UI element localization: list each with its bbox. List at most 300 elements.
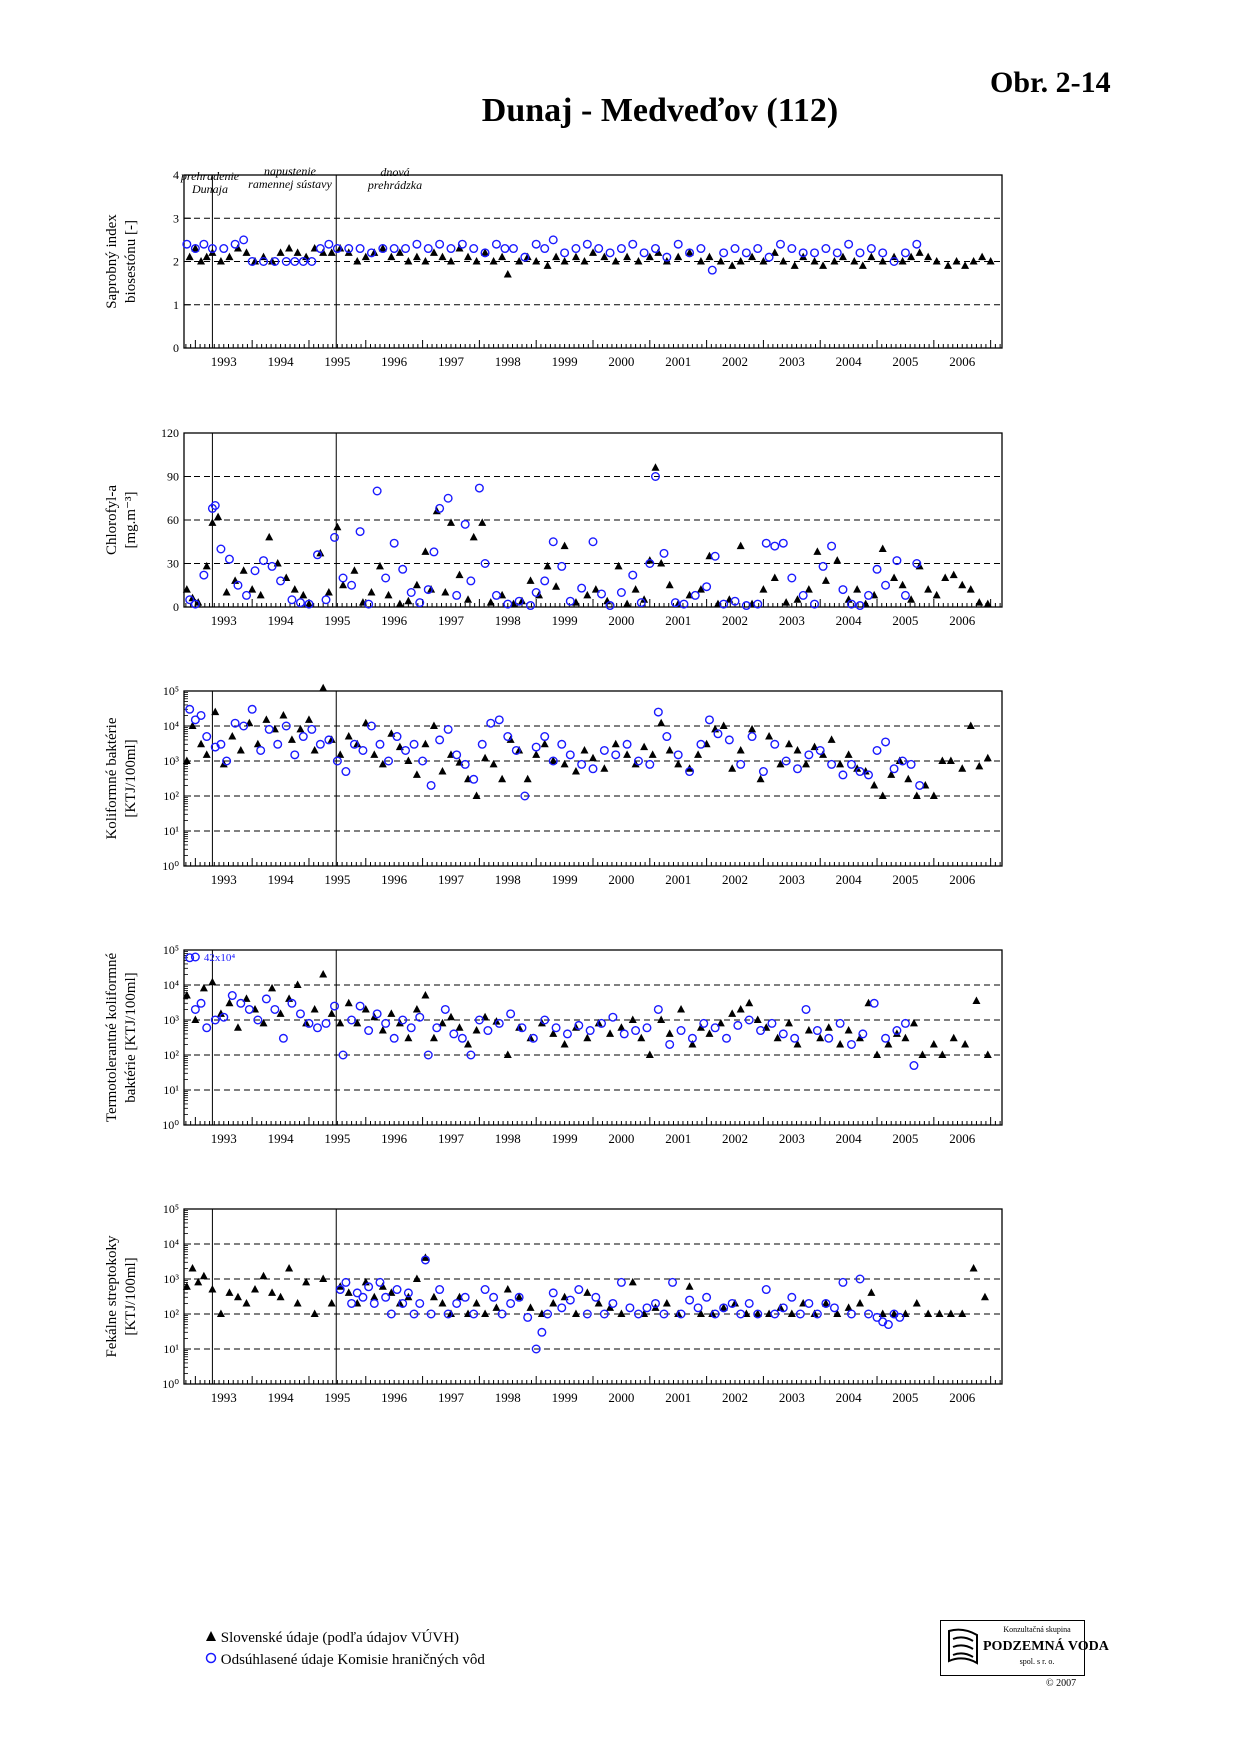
y-tick-label: 10⁵ [162, 684, 179, 698]
data-point-commission [450, 1030, 458, 1038]
data-point-commission [322, 596, 330, 604]
data-point-slovak [825, 1023, 833, 1030]
data-point-commission [606, 249, 614, 257]
data-point-slovak [481, 1310, 489, 1318]
data-point-slovak [464, 253, 472, 260]
data-point-slovak [782, 598, 790, 606]
x-tick-label: 2005 [892, 1390, 919, 1405]
data-point-commission [703, 1294, 711, 1302]
data-point-slovak [947, 757, 955, 765]
data-point-slovak [961, 1040, 969, 1048]
data-point-slovak [421, 257, 429, 265]
data-point-commission [748, 733, 756, 741]
x-tick-label: 1998 [494, 1131, 521, 1146]
data-point-slovak [580, 746, 588, 754]
data-point-commission [402, 747, 410, 755]
data-point-commission [470, 776, 478, 784]
y-axis-label: baktérie [KTJ/100ml] [123, 972, 139, 1103]
data-point-slovak [762, 1023, 770, 1030]
data-point-commission [629, 240, 637, 248]
y-axis-label: biosestónu [-] [123, 220, 139, 303]
y-tick-label: 3 [173, 211, 179, 226]
data-point-commission [663, 733, 671, 741]
data-point-commission [373, 487, 381, 495]
triangle-marker-icon [205, 1630, 217, 1642]
data-point-slovak [504, 1285, 512, 1293]
data-point-commission [510, 245, 518, 253]
data-point-slovak [856, 1299, 864, 1307]
data-point-commission [754, 245, 762, 253]
data-point-slovak [705, 253, 713, 260]
data-point-slovak [234, 1293, 242, 1301]
data-point-slovak [677, 1005, 685, 1013]
data-point-slovak [561, 257, 569, 265]
data-point-commission [342, 768, 350, 776]
data-point-slovak [933, 591, 941, 599]
data-point-commission [243, 592, 251, 600]
data-point-slovak [938, 757, 946, 765]
data-point-slovak [387, 1009, 395, 1017]
data-point-slovak [473, 1299, 481, 1307]
data-point-commission [762, 1286, 770, 1294]
data-point-commission [470, 245, 478, 253]
data-point-slovak [328, 1299, 336, 1307]
data-point-commission [882, 738, 890, 746]
data-point-commission [868, 245, 876, 253]
figure-label: Obr. 2-14 [990, 66, 1111, 99]
data-point-slovak [589, 754, 597, 762]
data-point-slovak [859, 261, 867, 269]
data-point-commission [879, 249, 887, 257]
x-tick-label: 2000 [608, 872, 635, 887]
data-point-commission [237, 1000, 245, 1008]
data-point-commission [297, 599, 305, 607]
data-point-slovak [830, 257, 838, 265]
y-axis-label: [KTJ/100ml] [123, 1257, 139, 1336]
data-point-slovak [666, 1029, 674, 1037]
x-tick-label: 2005 [892, 1131, 919, 1146]
data-point-slovak [634, 257, 642, 265]
data-point-slovak [649, 750, 657, 758]
data-point-slovak [748, 253, 756, 260]
data-point-commission [666, 1041, 674, 1049]
x-tick-label: 2002 [722, 872, 749, 887]
data-point-commission [839, 771, 847, 779]
y-tick-label: 10⁴ [162, 719, 179, 733]
data-point-slovak [953, 257, 961, 265]
data-point-slovak [504, 270, 512, 278]
data-point-slovak [225, 253, 233, 260]
x-tick-label: 2002 [722, 354, 749, 369]
data-point-slovak [933, 257, 941, 265]
y-axis-label: Termotolerantné koliformné [104, 952, 120, 1123]
data-point-slovak [473, 257, 481, 265]
data-point-commission [444, 726, 452, 734]
x-tick-label: 1996 [381, 1390, 408, 1405]
data-point-slovak [265, 533, 273, 541]
y-tick-label: 90 [167, 469, 179, 484]
data-point-slovak [515, 257, 523, 265]
data-point-commission [771, 542, 779, 550]
data-point-slovak [759, 257, 767, 265]
data-point-slovak [637, 1034, 645, 1042]
data-point-commission [444, 494, 452, 502]
data-point-slovak [666, 746, 674, 754]
data-point-slovak [822, 576, 830, 584]
data-point-slovak [279, 711, 287, 719]
data-point-commission [833, 249, 841, 257]
data-point-slovak [879, 545, 887, 553]
event-label-dam: prehradenie Dunaja [180, 169, 240, 196]
data-point-commission [348, 581, 356, 589]
data-point-slovak [413, 581, 421, 589]
data-point-commission [734, 1022, 742, 1030]
data-point-slovak [481, 1013, 489, 1021]
data-point-commission [902, 249, 910, 257]
y-tick-label: 10³ [163, 1272, 179, 1286]
data-point-commission [348, 1300, 356, 1308]
data-point-commission [873, 566, 881, 574]
data-point-slovak [189, 1264, 197, 1272]
data-point-commission [288, 596, 296, 604]
data-point-slovak [277, 1293, 285, 1301]
data-point-commission [484, 1027, 492, 1035]
data-point-commission [819, 563, 827, 571]
data-point-slovak [899, 581, 907, 589]
x-tick-label: 2006 [949, 354, 976, 369]
data-point-slovak [950, 571, 958, 579]
data-point-commission [226, 555, 234, 563]
data-point-slovak [839, 253, 847, 260]
data-point-commission [762, 539, 770, 547]
data-point-slovak [561, 542, 569, 550]
data-point-slovak [345, 999, 353, 1007]
data-point-commission [902, 592, 910, 600]
data-point-commission [407, 589, 415, 597]
data-point-slovak [867, 253, 875, 260]
data-point-slovak [319, 970, 327, 978]
plot-frame [184, 1209, 1002, 1384]
data-point-slovak [674, 253, 682, 260]
y-tick-label: 2 [173, 254, 179, 269]
data-point-commission [459, 1035, 467, 1043]
data-point-commission [913, 240, 921, 248]
data-point-commission [325, 240, 333, 248]
data-point-slovak [941, 574, 949, 582]
data-point-commission [916, 782, 924, 790]
data-point-slovak [813, 547, 821, 555]
data-point-commission [541, 577, 549, 585]
data-point-slovak [987, 257, 995, 265]
data-point-commission [200, 571, 208, 579]
data-point-commission [453, 751, 461, 759]
data-point-slovak [345, 732, 353, 740]
data-point-commission [356, 1002, 364, 1010]
data-point-slovak [248, 585, 256, 593]
data-point-commission [814, 1027, 822, 1035]
plot-frame [184, 950, 1002, 1125]
data-point-slovak [447, 1013, 455, 1021]
data-point-commission [299, 733, 307, 741]
data-point-slovak [811, 257, 819, 265]
x-tick-label: 2005 [892, 613, 919, 628]
data-point-commission [433, 1024, 441, 1032]
data-point-commission [376, 741, 384, 749]
x-tick-label: 2000 [608, 613, 635, 628]
data-point-slovak [907, 253, 915, 260]
data-point-slovak [291, 585, 299, 593]
data-point-slovak [572, 767, 580, 775]
data-point-commission [481, 1286, 489, 1294]
data-point-slovak [694, 750, 702, 758]
data-point-slovak [657, 1016, 665, 1024]
data-point-slovak [924, 1310, 932, 1318]
data-point-slovak [904, 775, 912, 783]
data-point-slovak [251, 1285, 259, 1293]
data-point-commission [317, 245, 325, 253]
data-point-slovak [186, 253, 194, 260]
data-point-slovak [794, 746, 802, 754]
data-point-commission [711, 552, 719, 560]
circle-marker-icon [205, 1652, 217, 1664]
data-point-commission [495, 716, 503, 724]
data-point-slovak [504, 1051, 512, 1059]
data-point-slovak [913, 1299, 921, 1307]
data-point-slovak [879, 257, 887, 265]
data-point-slovak [200, 1272, 208, 1280]
y-tick-label: 10⁴ [162, 978, 179, 992]
data-point-commission [461, 521, 469, 529]
data-point-commission [453, 1300, 461, 1308]
data-point-slovak [552, 582, 560, 590]
data-point-commission [203, 733, 211, 741]
data-point-commission [660, 550, 668, 558]
data-point-slovak [819, 261, 827, 269]
data-point-slovak [845, 1026, 853, 1034]
data-point-slovak [765, 732, 773, 740]
data-point-slovak [294, 1299, 302, 1307]
data-point-commission [424, 245, 432, 253]
data-point-commission [703, 583, 711, 591]
data-point-commission [487, 719, 495, 727]
data-point-slovak [225, 1288, 233, 1296]
data-point-commission [447, 245, 455, 253]
data-point-slovak [924, 253, 932, 260]
data-point-commission [805, 1300, 813, 1308]
data-point-slovak [944, 261, 952, 269]
y-tick-label: 10⁵ [162, 943, 179, 957]
logo-name: PODZEMNÁ VODA [983, 1639, 1109, 1654]
data-point-commission [322, 1020, 330, 1028]
data-point-slovak [805, 585, 813, 593]
data-point-commission [791, 1035, 799, 1043]
logo-top-text: Konzultačná skupina [1003, 1625, 1071, 1634]
off-scale-annotation: 42x10⁴ [203, 952, 236, 964]
x-tick-label: 2006 [949, 1131, 976, 1146]
data-point-slovak [223, 588, 231, 596]
data-point-slovak [549, 1299, 557, 1307]
x-tick-label: 2005 [892, 354, 919, 369]
data-point-commission [436, 736, 444, 744]
data-point-slovak [498, 253, 506, 260]
data-point-slovak [294, 248, 302, 256]
data-point-commission [382, 1294, 390, 1302]
x-tick-label: 2001 [665, 872, 692, 887]
data-point-commission [788, 1294, 796, 1302]
data-point-slovak [936, 1310, 944, 1318]
data-point-commission [390, 245, 398, 253]
data-point-commission [771, 741, 779, 749]
data-point-slovak [918, 1051, 926, 1059]
data-point-slovak [728, 1009, 736, 1017]
data-point-slovak [737, 542, 745, 550]
data-point-slovak [583, 591, 591, 599]
data-point-commission [308, 726, 316, 734]
data-point-slovak [779, 257, 787, 265]
data-point-slovak [924, 585, 932, 593]
data-point-slovak [870, 781, 878, 789]
x-tick-label: 2000 [608, 354, 635, 369]
data-point-slovak [552, 253, 560, 260]
y-tick-label: 10⁴ [162, 1237, 179, 1251]
data-point-commission [461, 1294, 469, 1302]
data-point-commission [476, 484, 484, 492]
data-point-commission [390, 1035, 398, 1043]
data-point-slovak [413, 770, 421, 778]
data-point-commission [558, 1304, 566, 1312]
data-point-slovak [524, 775, 532, 783]
data-point-commission [601, 747, 609, 755]
data-point-slovak [972, 996, 980, 1004]
data-point-commission [442, 1006, 450, 1014]
x-tick-label: 1998 [494, 872, 521, 887]
data-point-commission [317, 741, 325, 749]
data-point-commission [200, 240, 208, 248]
data-point-slovak [404, 757, 412, 765]
data-point-commission [260, 557, 268, 565]
data-point-commission [779, 1030, 787, 1038]
data-point-slovak [657, 559, 665, 567]
data-point-commission [760, 768, 768, 776]
data-point-slovak [745, 999, 753, 1007]
data-point-commission [825, 1035, 833, 1043]
data-point-commission [220, 1013, 228, 1021]
data-point-commission [612, 751, 620, 759]
data-point-commission [902, 1020, 910, 1028]
data-point-commission [828, 761, 836, 769]
data-point-commission [777, 240, 785, 248]
y-tick-label: 0 [173, 600, 179, 614]
data-point-slovak [916, 248, 924, 256]
data-point-slovak [532, 257, 540, 265]
y-tick-label: 10¹ [163, 1342, 179, 1356]
x-tick-label: 1993 [210, 1390, 237, 1405]
x-tick-label: 1995 [324, 354, 351, 369]
data-point-commission [527, 602, 535, 610]
y-tick-label: 10³ [163, 1013, 179, 1027]
data-point-slovak [572, 1310, 580, 1318]
data-point-commission [217, 545, 225, 553]
data-point-commission [541, 245, 549, 253]
x-tick-label: 1999 [551, 872, 578, 887]
data-point-slovak [785, 740, 793, 748]
data-point-slovak [396, 600, 404, 608]
data-point-commission [788, 245, 796, 253]
data-point-commission [618, 589, 626, 597]
data-point-commission [882, 1035, 890, 1043]
x-tick-label: 2006 [949, 872, 976, 887]
data-point-slovak [282, 574, 290, 582]
x-tick-label: 1996 [381, 872, 408, 887]
data-point-commission [356, 528, 364, 536]
data-point-slovak [640, 743, 648, 751]
data-point-slovak [623, 750, 631, 758]
data-point-commission [402, 245, 410, 253]
data-point-slovak [737, 1005, 745, 1013]
data-point-slovak [967, 585, 975, 593]
x-tick-label: 1994 [267, 354, 294, 369]
data-point-slovak [421, 547, 429, 555]
data-point-slovak [697, 257, 705, 265]
data-point-slovak [850, 257, 858, 265]
x-tick-label: 2001 [665, 354, 692, 369]
data-point-slovak [404, 597, 412, 605]
data-point-slovak [438, 253, 446, 260]
data-point-slovak [242, 1299, 250, 1307]
data-point-slovak [299, 591, 307, 599]
data-point-commission [896, 1314, 904, 1322]
data-point-commission [549, 236, 557, 244]
x-tick-label: 2004 [835, 613, 862, 628]
data-point-commission [558, 563, 566, 571]
data-point-commission [697, 245, 705, 253]
data-point-commission [558, 741, 566, 749]
data-point-slovak [370, 750, 378, 758]
y-tick-label: 10² [163, 789, 179, 803]
data-point-commission [910, 1062, 918, 1070]
data-point-commission [848, 761, 856, 769]
data-point-commission [831, 1304, 839, 1312]
data-point-slovak [490, 257, 498, 265]
data-point-slovak [686, 1282, 694, 1290]
data-point-commission [575, 1286, 583, 1294]
data-point-slovak [833, 556, 841, 564]
data-point-commission [694, 1304, 702, 1312]
x-tick-label: 2006 [949, 613, 976, 628]
data-point-slovak [487, 598, 495, 606]
data-point-commission [297, 1010, 305, 1018]
data-point-slovak [958, 581, 966, 589]
x-tick-label: 2003 [778, 872, 805, 887]
data-point-commission [566, 597, 574, 605]
data-point-slovak [950, 1034, 958, 1042]
data-point-commission [873, 747, 881, 755]
y-tick-label: 30 [167, 556, 179, 571]
x-tick-label: 2000 [608, 1390, 635, 1405]
data-point-slovak [975, 762, 983, 770]
data-point-commission [907, 761, 915, 769]
data-point-commission [507, 1010, 515, 1018]
event-label-branch-system: napustenie ramennej sústavy [248, 164, 332, 191]
data-point-slovak [836, 1040, 844, 1048]
data-point-slovak [240, 566, 248, 574]
data-point-commission [493, 240, 501, 248]
data-point-commission [677, 1027, 685, 1035]
data-point-slovak [717, 257, 725, 265]
y-tick-label: 10² [163, 1048, 179, 1062]
y-axis-label: [KTJ/100ml] [123, 739, 139, 818]
data-point-commission [549, 538, 557, 546]
